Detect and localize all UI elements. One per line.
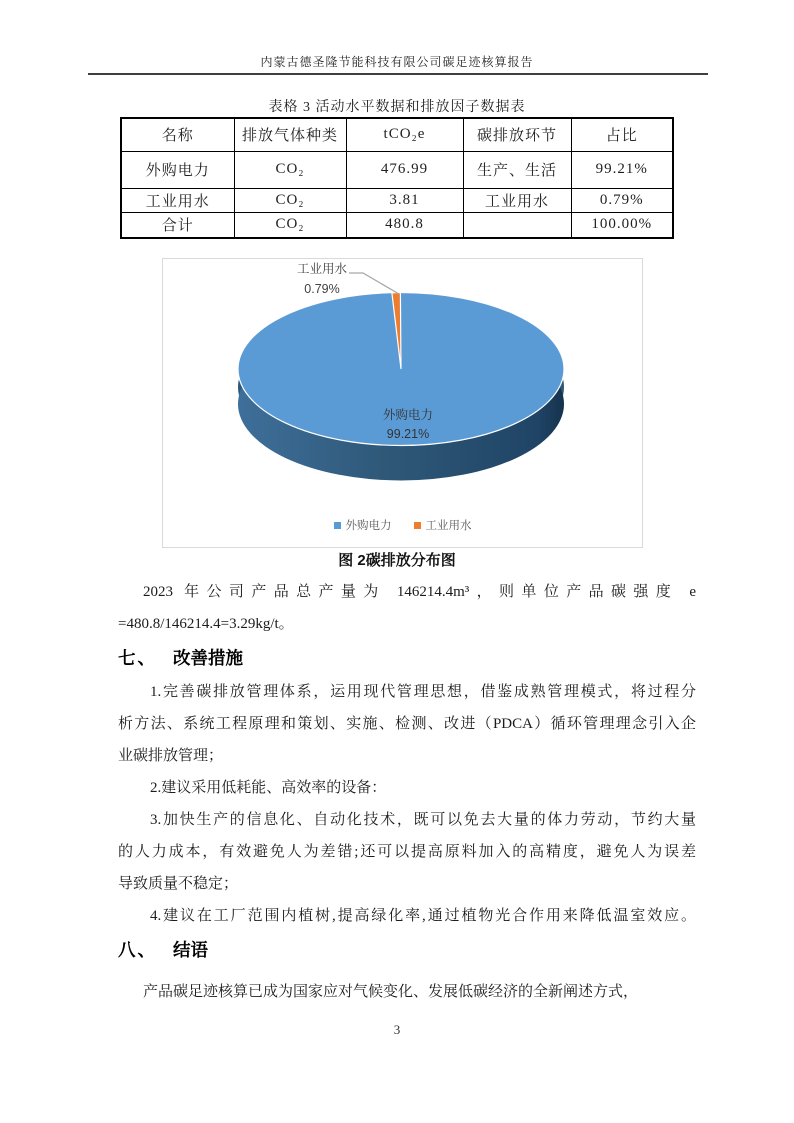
col-header-tco2e: tCO₂e — [346, 118, 463, 151]
list-item-line: 导致质量不稳定； — [118, 876, 239, 892]
callout-slice-name: 工业用水 — [296, 262, 347, 276]
section-title: 结语 — [173, 940, 208, 960]
cell-gas: CO₂ — [234, 151, 346, 188]
page-number: 3 — [393, 1022, 401, 1037]
cell-share: 99.21% — [571, 151, 673, 188]
callout-slice-value: 0.79% — [304, 281, 340, 296]
list-item-line: 的人力成本，有效避免人为差错;还可以提高原料加入的高精度，避免人为误差 — [118, 844, 696, 860]
col-header-gas-type: 排放气体种类 — [234, 118, 346, 151]
section-heading-conclusion — [118, 932, 696, 968]
col-header-share: 占比 — [571, 118, 673, 151]
col-header-emission-stage: 碳排放环节 — [463, 118, 571, 151]
cell-share: 0.79% — [571, 188, 673, 212]
table-header-row — [121, 118, 673, 151]
list-item-line: 4.建议在工厂范围内植树,提高绿化率,通过植物光合作用来降低温室效应。 — [150, 908, 696, 924]
table-row — [121, 151, 673, 188]
legend-label: 工业用水 — [425, 520, 472, 532]
section-heading-improvement — [118, 640, 696, 676]
cell-share: 100.00% — [571, 212, 673, 238]
pie-chart-figure — [162, 258, 643, 548]
inner-slice-name: 外购电力 — [382, 408, 433, 422]
section-title: 改善措施 — [173, 648, 243, 668]
cell-tco2e: 480.8 — [346, 212, 463, 238]
section-number: 七、 — [118, 648, 157, 668]
table-title: 表格 3 活动水平数据和排放因子数据表 — [268, 100, 526, 115]
cell-name: 合计 — [121, 212, 234, 238]
cell-stage: 工业用水 — [463, 188, 571, 212]
cell-tco2e: 476.99 — [346, 151, 463, 188]
legend-item-purchased-electricity — [334, 517, 392, 533]
list-item-line: 3.加快生产的信息化、自动化技术，既可以免去大量的体力劳动，节约大量 — [150, 812, 696, 828]
activity-data-table — [120, 117, 674, 239]
figure-caption: 图 2碳排放分布图 — [338, 552, 456, 569]
cell-gas: CO₂ — [234, 188, 346, 212]
legend-item-industrial-water — [414, 517, 472, 533]
intro-line: =480.8/146214.4=3.29kg/t。 — [118, 616, 294, 632]
cell-tco2e: 3.81 — [346, 188, 463, 212]
legend-swatch-blue-icon — [334, 522, 341, 529]
slice-callout-label — [272, 260, 372, 299]
list-item-line: 析方法、系统工程原理和策划、实施、检测、改进（PDCA）循环管理理念引入企 — [118, 716, 696, 732]
chart-legend — [163, 517, 642, 533]
list-item-line: 1.完善碳排放管理体系，运用现代管理思想，借鉴成熟管理模式，将过程分 — [150, 684, 696, 700]
pie-chart-canvas — [163, 259, 642, 547]
col-header-name: 名称 — [121, 118, 234, 151]
legend-swatch-orange-icon — [414, 522, 421, 529]
cell-gas: CO₂ — [234, 212, 346, 238]
cell-name: 外购电力 — [121, 151, 234, 188]
inner-slice-value: 99.21% — [386, 427, 430, 441]
cell-name: 工业用水 — [121, 188, 234, 212]
list-item-line: 业碳排放管理； — [118, 748, 224, 764]
table-total-row — [121, 212, 673, 238]
slice-inner-label — [348, 406, 468, 444]
table-row — [121, 188, 673, 212]
intro-line: 2023 年公司产品总产量为 146214.4m³，则单位产品碳强度 e — [143, 584, 696, 600]
body-text — [118, 576, 696, 1008]
cell-stage: 生产、生活 — [463, 151, 571, 188]
legend-label: 外购电力 — [345, 520, 392, 532]
section-number: 八、 — [118, 940, 157, 960]
cell-stage — [463, 212, 571, 238]
conclusion-paragraph: 产品碳足迹核算已成为国家应对气候变化、发展低碳经济的全新阐述方式， — [143, 984, 639, 1000]
page-header-title: 内蒙古德圣隆节能科技有限公司碳足迹核算报告 — [260, 55, 534, 69]
header-rule — [88, 73, 708, 75]
list-item-line: 2.建议采用低耗能、高效率的设备： — [150, 780, 387, 796]
